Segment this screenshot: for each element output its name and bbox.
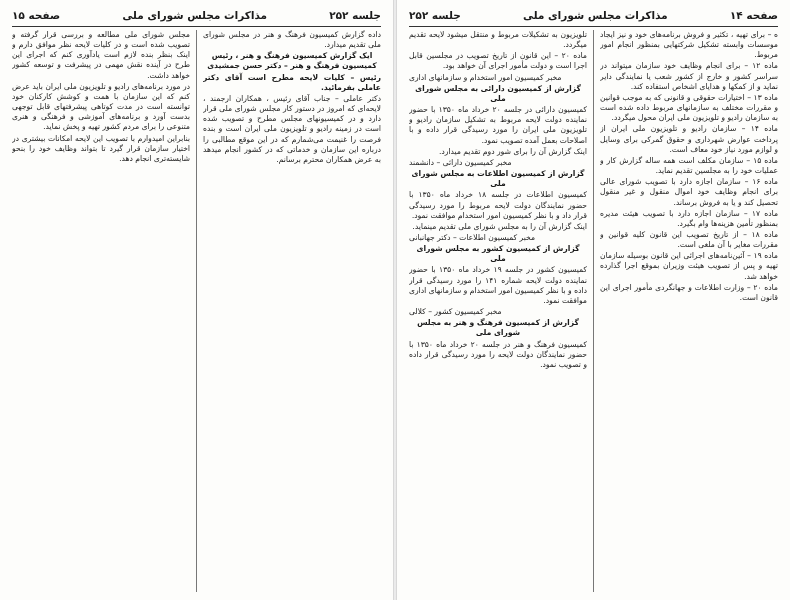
left-page (0, 0, 393, 600)
article-paragraph: ماده ۱۹ – آئین‌نامه‌های اجرائی این قانون بوسیله سازمان تهیه و پس از تصویب هیئت وزیران بموقع اجرا گذارده خواهد شد. (600, 251, 778, 281)
report-paragraph: اینک گزارش آن را به مجلس شورای ملی تقدیم مینماید. (412, 221, 587, 231)
left-page-title: مذاکرات مجلس شورای ملی (122, 10, 268, 22)
report-heading: گزارش از کمیسیون فرهنگ و هنر به مجلس شورای ملی (417, 318, 579, 338)
paragraph: تلویزیون به تشکیلات مربوط و منتقل میشود لایحه تقدیم میگردد. (409, 30, 587, 50)
report-paragraph: اینک گزارش آن را برای شور دوم تقدیم میدارد. (438, 146, 587, 156)
right-header-rule (409, 26, 778, 27)
left-page-left-column (12, 30, 190, 594)
rapporteur-signature: مخبر کمیسیون اطلاعات – دکتر جهانبانی (409, 232, 536, 242)
speech-paragraph: در مورد برنامه‌های رادیو و تلویزیون ملی ایران باید عرض کنم که این سازمان با همت و کوشش کارکنان خود توانسته است در مدت کوتاهی پیشرفتهای قابل توجهی بدست آورد و برنامه‌های آموزشی و فرهنگی و هنری متنوعی را برای مردم کشور تهیه و پخش نماید. (12, 81, 190, 132)
right-page-header (409, 8, 778, 24)
report-heading: گزارش از کمیسیون کشور به مجلس شورای ملی (416, 244, 580, 264)
report-paragraph: کمیسیون فرهنگ و هنر در جلسه ۲۰ خرداد ماه ۱۳۵۰ با حضور نمایندگان دولت لایحه را مورد رسیدگی قرار داده و تصویب نمود. (409, 339, 587, 369)
article-paragraph: ماده ۱۳ – اختیارات حقوقی و قانونی که به موجب قوانین و مقررات مختلف به سازمانهای مربوط داده شده است به سازمان رادیو و تلویزیون ملی ایران محول میگردد. (600, 92, 778, 123)
article-paragraph: ماده ۱۴ – سازمان رادیو و تلویزیون ملی ایران از پرداخت عوارض شهرداری و حقوق گمرکی برای وسایل و لوازم مورد نیاز خود معاف است. (600, 124, 778, 154)
right-page (397, 0, 790, 600)
right-page-right-column (600, 30, 778, 594)
report-paragraph: کمیسیون اطلاعات در جلسه ۱۸ خرداد ماه ۱۳۵۰ با حضور نمایندگان دولت لایحه مربوط را مورد رسیدگی قرار داد و با نظر کمیسیون امور استخدام موافقت نمود. (409, 190, 587, 220)
report-paragraph: کمیسیون دارائی در جلسه ۲۰ خرداد ماه ۱۳۵۰ با حضور نماینده دولت لایحه مربوط به تشکیل سازمان رادیو و تلویزیون ملی ایران را مورد رسیدگی قرار داده و با اصلاحات بعمل آمده تصویب نمود. (409, 105, 587, 145)
speech-paragraph: مجلس شورای ملی مطالعه و بررسی قرار گرفته و تصویب شده است و در کلیات لایحه نظر موافق دارم و اینک بنظر بنده لازم است یادآوری کنم که اجرای این طرح در آینده نقش مهمی در پیشرفت و توسعه کشور خواهد داشت. (12, 30, 190, 80)
right-column-divider (593, 30, 594, 592)
right-page-session: جلسه ۲۵۲ (409, 10, 461, 22)
rapporteur-signature: مخبر کمیسیون امور استخدام و سازمانهای اداری (409, 72, 562, 82)
left-header-rule (12, 26, 381, 27)
report-heading: گزارش از کمیسیون اطلاعات به مجلس شورای ملی (411, 169, 585, 189)
article-paragraph: ماده ۲۰ – وزارت اطلاعات و جهانگردی مأمور اجرای این قانون است. (600, 282, 778, 302)
left-page-header (12, 8, 381, 24)
speech-paragraph: بنابراین امیدوارم با تصویب این لایحه امکانات بیشتری در اختیار سازمان قرار گیرد تا بتواند وظایف خود را بنحو شایسته‌تری انجام دهد. (12, 133, 190, 163)
left-page-session: جلسه ۲۵۲ (329, 10, 381, 22)
article-paragraph: ماده ۱۶ – سازمان اجازه دارد با تصویب شورای عالی برای انجام وظایف خود اموال منقول و غیر منقول تحصیل کند و یا به فروش برساند. (600, 177, 778, 207)
rapporteur-signature: مخبر کمیسیون دارائی – دانشمند (409, 157, 512, 167)
rapporteur-signature: مخبر کمیسیون کشور – کلالی (409, 307, 502, 317)
article-paragraph: ماده ۱۸ – از تاریخ تصویب این قانون کلیه قوانین و مقررات مغایر با آن ملغی است. (600, 229, 778, 250)
article-paragraph: ماده ۱۷ – سازمان اجازه دارد با تصویب هیئت مدیره بمنظور تأمین هزینه‌ها وام بگیرد. (600, 208, 778, 228)
report-paragraph: کمیسیون کشور در جلسه ۱۹ خرداد ماه ۱۳۵۰ با حضور نماینده دولت لایحه شماره ۱۴۱ را مورد رسیدگی قرار داده و با نظر کمیسیون امور استخدام و سازمانهای اداری موافقت نمود. (409, 265, 587, 305)
right-page-title: مذاکرات مجلس شورای ملی (522, 10, 668, 22)
left-column-divider (196, 30, 197, 592)
paragraph: داده گزارش کمیسیون فرهنگ و هنر در مجلس شورای ملی تقدیم میدارد. (203, 30, 381, 50)
report-heading: گزارش از کمیسیون دارائی به مجلس شورای ملی (415, 83, 581, 103)
paragraph: ه – برای تهیه ، تکثیر و فروش برنامه‌های خود و نیز ایجاد موسسات وابسته تشکیل شرکتهایی بمنظور انجام امور مربوط. (600, 30, 778, 60)
left-page-right-column (203, 30, 381, 594)
article-paragraph: ماده ۱۵ – سازمان مکلف است همه ساله گزارش کار و عملیات خود را به مجلسین تقدیم نماید. (600, 155, 778, 176)
right-page-number: صفحه ۱۴ (729, 10, 778, 22)
speech-paragraph: دکتر عاملی – جناب آقای رئیس ، همکاران ارجمند ، لایحه‌ای که امروز در دستور کار مجلس شورای ملی قرار دارد و در کمیسیونهای مجلس مطرح و تصویب شده است در زمینه رادیو و تلویزیون ملی ایران است و بنده فرصت را غنیمت می‌شمارم که در این موقع مطالبی را درباره این سازمان و خدماتی که در کشور انجام میدهد به عرض همکاران محترم برسانم. (203, 93, 381, 164)
article-paragraph: ماده ۲۰ – این قانون از تاریخ تصویب در مجلسین قابل اجرا است و دولت مأمور اجرای آن خواهد بود. (409, 51, 587, 71)
speaker-paragraph: رئیس – کلیات لایحه مطرح است آقای دکتر عاملی بفرمائید. (203, 72, 381, 92)
report-line: ایک گزارش کمیسیون فرهنگ و هنر ، رئیس کمیسیون فرهنگ و هنر – دکتر حسن جمشیدی (207, 51, 377, 71)
left-page-number: صفحه ۱۵ (12, 10, 61, 22)
article-paragraph: ماده ۱۲ – برای انجام وظایف خود سازمان میتواند در سراسر کشور و خارج از کشور شعب یا نمایندگی دایر نماید و از کمکها و هدایای اشخاص استفاده کند. (600, 61, 778, 91)
right-page-left-column (409, 30, 587, 594)
